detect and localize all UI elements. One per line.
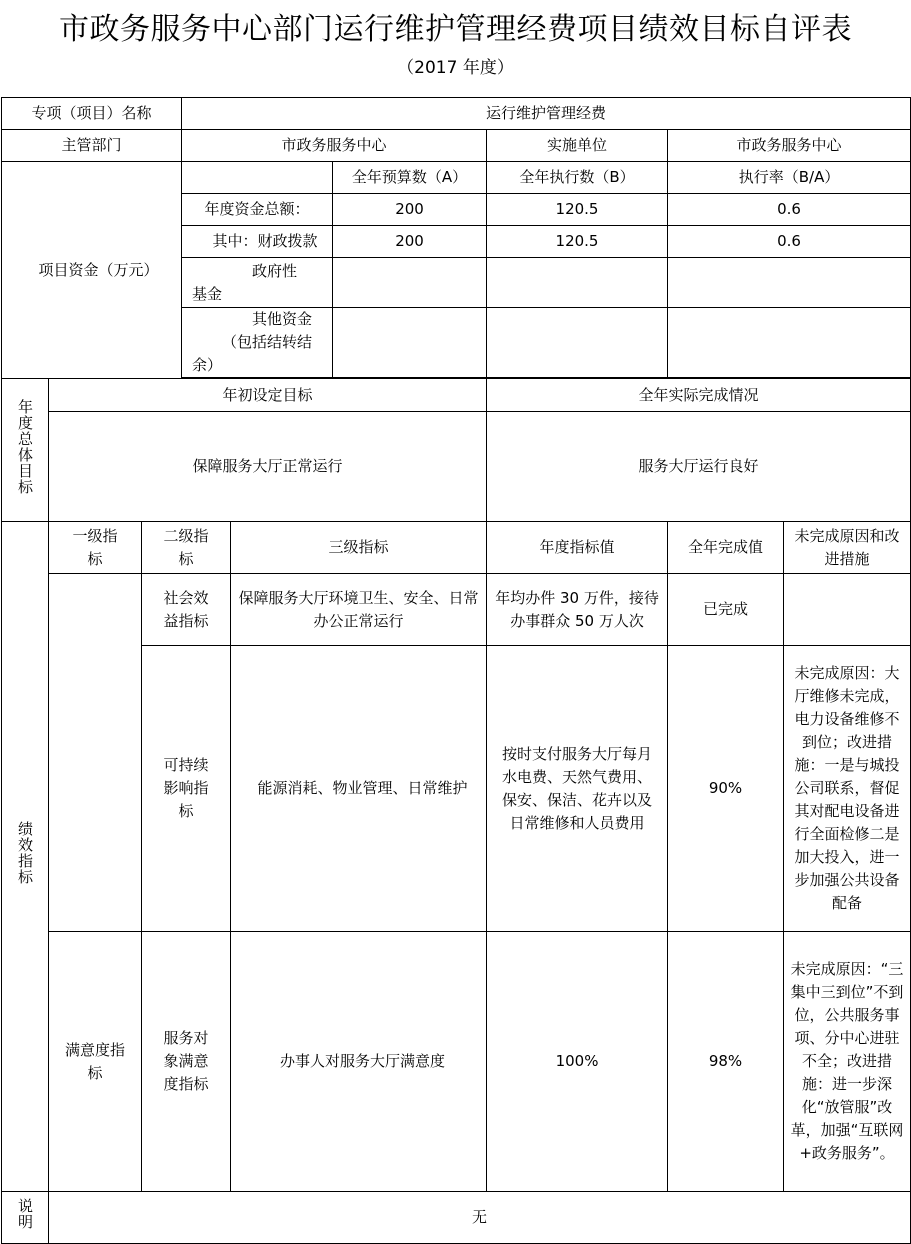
funds-cell [487,258,668,308]
goal-section-text: 年度总体目标 [16,398,34,495]
perf-actual-value: 98% [668,932,784,1192]
funds-label-line: 政府性 [252,261,298,280]
perf-annual-value: 年均办件 30 万件，接待办事群众 50 万人次 [487,574,668,646]
goal-target-header: 年初设定目标 [49,379,487,412]
perf-reason: 未完成原因：“三集中三到位”不到位，公共服务事项、分中心进驻不全；改进措施：进一步深化“放管服”改革，加强“互联网+政务服务”。 [784,932,911,1192]
perf-header-annual: 年度指标值 [487,522,668,574]
funds-header-executed: 全年执行数（B） [487,162,668,194]
perf-level3: 能源消耗、物业管理、日常维护 [231,646,487,932]
evaluation-table [1,97,911,1244]
funds-header-budget: 全年预算数（A） [333,162,487,194]
perf-level3: 保障服务大厅环境卫生、安全、日常办公正常运行 [231,574,487,646]
perf-row [2,574,911,646]
perf-section-label [2,522,49,1192]
project-name-label: 专项（项目）名称 [2,98,182,130]
department-row [2,130,911,162]
unit-label: 实施单位 [487,130,668,162]
page-subtitle: （2017 年度） [397,58,514,78]
perf-header-level1: 一级指标 [49,522,142,574]
funds-cell: 120.5 [487,194,668,226]
note-label [2,1192,49,1244]
funds-label-line: 基金 [192,284,223,303]
perf-header-level3: 三级指标 [231,522,487,574]
funds-section-label: 项目资金（万元） [2,162,182,379]
funds-row-label [182,308,333,378]
page-title: 市政务服务中心部门运行维护管理经费项目绩效目标自评表 [59,12,852,47]
perf-section-text: 绩效指标 [16,821,34,885]
funds-row-label: 年度资金总额： [182,194,333,226]
project-name-value: 运行维护管理经费 [182,98,911,130]
perf-actual-value: 90% [668,646,784,932]
funds-row-label [182,258,333,308]
perf-annual-value: 按时支付服务大厅每月水电费、天然气费用、保安、保洁、花卉以及日常维修和人员费用 [487,646,668,932]
funds-header-rate: 执行率（B/A） [668,162,911,194]
funds-label-line: （包括结转结 [222,333,313,351]
funds-cell [668,308,911,378]
note-value: 无 [49,1192,911,1244]
goal-target-value: 保障服务大厅正常运行 [49,412,487,522]
funds-header-blank [182,162,333,194]
funds-cell [668,258,911,308]
goal-header-row [2,379,911,412]
perf-reason: 未完成原因：大厅维修未完成，电力设备维修不到位；改进措施：一是与城投公司联系，督促其对配电设备进行全面检修二是加大投入，进一步加强公共设备配备 [784,646,911,932]
funds-row-label: 其中：财政拨款 [182,226,333,258]
funds-header-row [2,162,911,194]
funds-label-line: 其他资金 [252,310,313,328]
perf-level1 [49,574,142,932]
perf-level2: 可持续影响指标 [142,646,231,932]
note-row [2,1192,911,1244]
perf-header-level2: 二级指标 [142,522,231,574]
funds-cell [333,308,487,378]
perf-header-reason: 未完成原因和改进措施 [784,522,911,574]
perf-header-actual: 全年完成值 [668,522,784,574]
funds-cell: 0.6 [668,194,911,226]
funds-label-line: 余） [192,356,223,374]
funds-cell [333,258,487,308]
perf-level2: 社会效益指标 [142,574,231,646]
funds-cell: 0.6 [668,226,911,258]
perf-level3: 办事人对服务大厅满意度 [231,932,487,1192]
perf-actual-value: 已完成 [668,574,784,646]
department-label: 主管部门 [2,130,182,162]
perf-row [2,932,911,1192]
perf-level1: 满意度指标 [49,932,142,1192]
perf-level2: 服务对象满意度指标 [142,932,231,1192]
perf-reason [784,574,911,646]
funds-cell [487,308,668,378]
goal-actual-value: 服务大厅运行良好 [487,412,911,522]
perf-annual-value: 100% [487,932,668,1192]
goal-section-label [2,379,49,522]
unit-value: 市政务服务中心 [668,130,911,162]
goal-actual-header: 全年实际完成情况 [487,379,911,412]
goal-value-row [2,412,911,522]
perf-header-row [2,522,911,574]
funds-cell: 120.5 [487,226,668,258]
funds-cell: 200 [333,194,487,226]
funds-cell: 200 [333,226,487,258]
note-label-text: 说明 [16,1198,34,1230]
department-value: 市政务服务中心 [182,130,487,162]
project-name-row [2,98,911,130]
